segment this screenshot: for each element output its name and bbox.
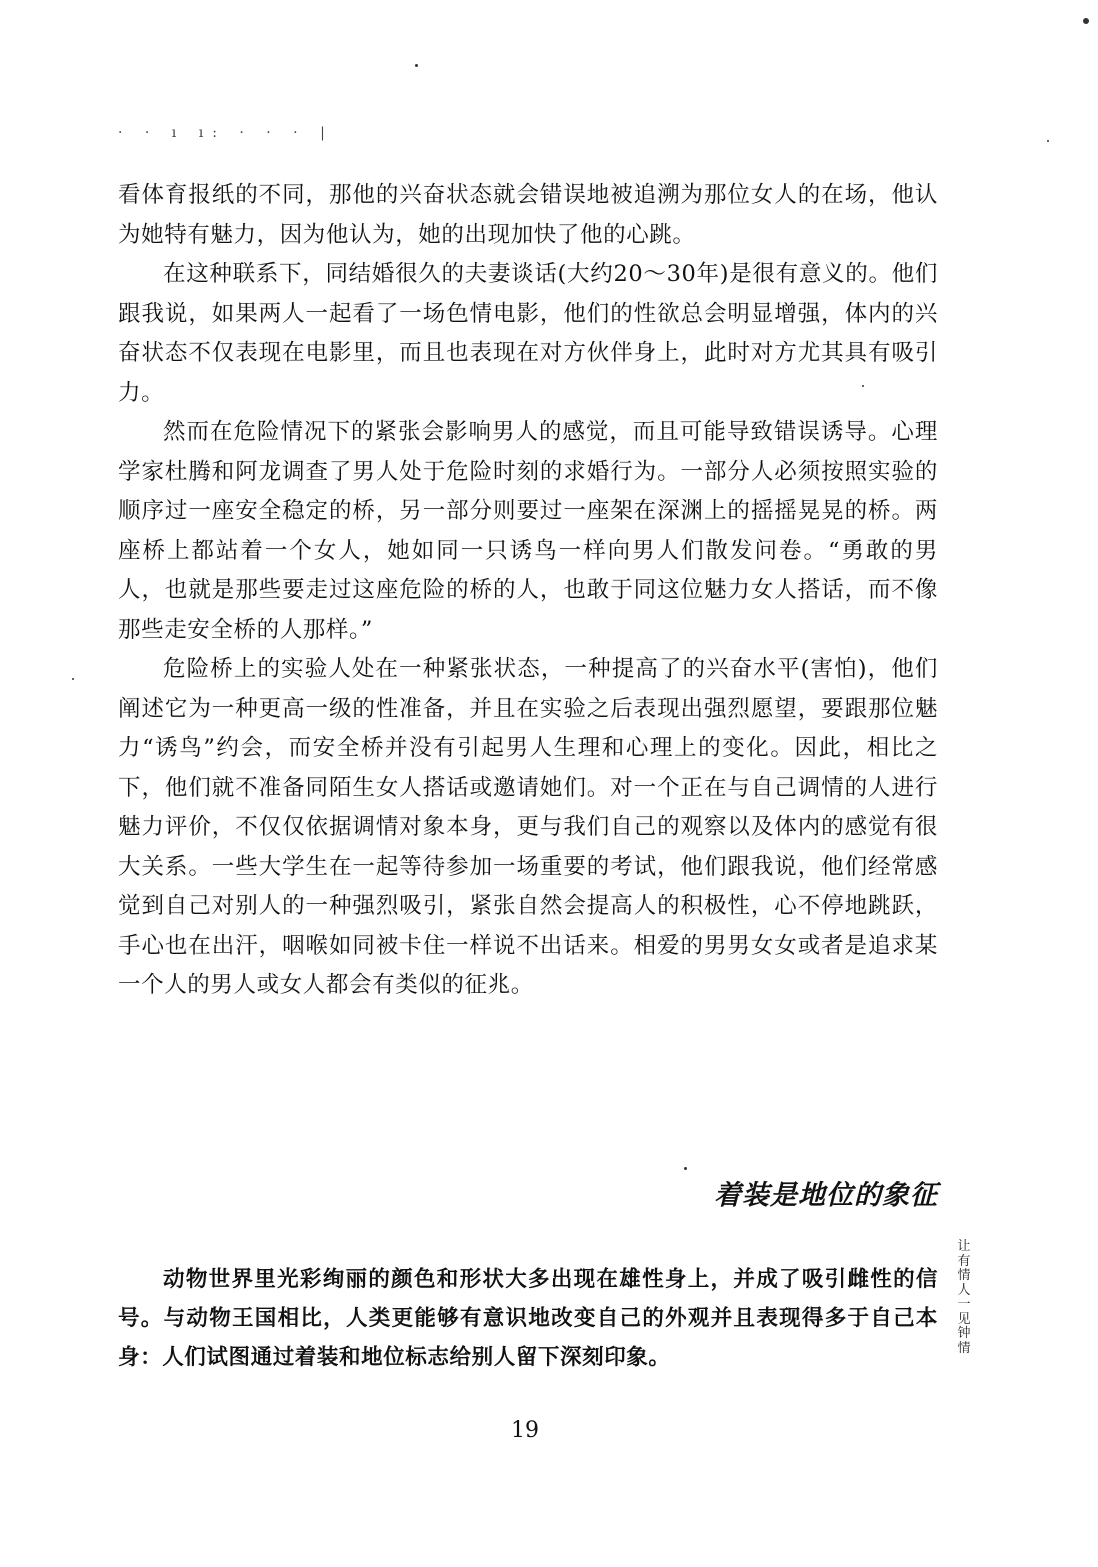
scan-speck xyxy=(1083,18,1089,24)
side-chapter-label: 让有情人一见钟情 xyxy=(957,1239,971,1356)
page-number: 19 xyxy=(511,1418,539,1443)
scan-speck xyxy=(862,385,864,387)
section-title: 着装是地位的象征 xyxy=(714,1180,938,1211)
paragraph-2: 在这种联系下，同结婚很久的夫妻谈话(大约20～30年)是很有意义的。他们跟我说，如果两人一起看了一场色情电影，他们的性欲总会明显增强，体内的兴奋状态不仅表现在电影里，而且也表现在对方伙伴身上，此时对方尤其具有吸引力。 xyxy=(118,261,938,406)
paragraph-1: 看体育报纸的不同，那他的兴奋状态就会错误地被追溯为那位女人的在场，他认为她特有魅力，因为他认为，她的出现加快了他的心跳。 xyxy=(118,182,938,248)
section-paragraph: 动物世界里光彩绚丽的颜色和形状大多出现在雄性身上，并成了吸引雌性的信号。与动物王国相比，人类更能够有意识地改变自己的外观并且表现得多于自己本身：人们试图通过着装和地位标志给别人留下深刻印象。 xyxy=(118,1267,938,1370)
header-marks: · · ı ı: · · · | xyxy=(118,125,334,141)
scan-speck xyxy=(72,678,74,680)
paragraph-4: 危险桥上的实验人处在一种紧张状态，一种提高了的兴奋水平(害怕)，他们阐述它为一种更高一级的性准备，并且在实验之后表现出强烈愿望，要跟那位魅力“诱鸟”约会，而安全桥并没有引起男人生理和心理上的变化。因此，相比之下，他们就不准备同陌生女人搭话或邀请她们。对一个正在与自己调情的人进行魅力评价，不仅仅依据调情对象本身，更与我们自己的观察以及体内的感觉有很大关系。一些大学生在一起等待参加一场重要的考试，他们跟我说，他们经常感觉到自己对别人的一种强烈吸引，紧张自然会提高人的积极性，心不停地跳跃，手心也在出汗，咽喉如同被卡住一样说不出话来。相爱的男男女女或者是追求某一个人的男人或女人都会有类似的征兆。 xyxy=(118,656,938,998)
scan-speck xyxy=(1047,140,1049,142)
paragraph-3: 然而在危险情况下的紧张会影响男人的感觉，而且可能导致错误诱导。心理学家杜腾和阿龙调查了男人处于危险时刻的求婚行为。一部分人必须按照实验的顺序过一座安全稳定的桥，另一部分则要过一座架在深渊上的摇摇晃晃的桥。两座桥上都站着一个女人，她如同一只诱鸟一样向男人们散发问卷。“勇敢的男人，也就是那些要走过这座危险的桥的人，也敢于同这位魅力女人搭话，而不像那些走安全桥的人那样。” xyxy=(118,419,938,643)
section-text xyxy=(118,1260,938,1377)
scan-speck xyxy=(684,1167,687,1170)
body-text xyxy=(118,176,938,1006)
scan-speck xyxy=(415,64,418,67)
